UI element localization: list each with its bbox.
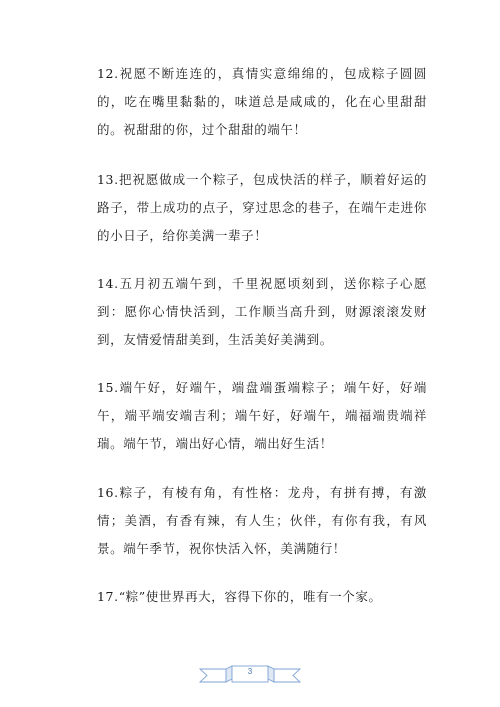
item-text: 五月初五端午到，千里祝愿顷刻到，送你粽子心愿到：愿你心情快活到，工作顺当高升到，财源滚滚发财到，友情爱情甜美到，生活美好美满到。 bbox=[97, 276, 427, 347]
item-text: 粽子，有棱有角，有性格：龙舟，有拼有搏，有激情；美酒，有香有辣，有人生；伙伴，有你有我，有风景。端午季节，祝你快活入怀，美满随行！ bbox=[97, 485, 427, 556]
list-item bbox=[97, 374, 427, 458]
page-footer bbox=[0, 664, 500, 688]
item-number: 13. bbox=[97, 172, 119, 187]
item-number: 14. bbox=[97, 276, 119, 291]
list-item bbox=[97, 479, 427, 563]
list-item bbox=[97, 270, 427, 354]
item-text: 端午好，好端午，端盘端蛋端粽子；端午好，好端午，端平端安端吉利；端午好，好端午，端福端贵端祥瑞。端午节，端出好心情，端出好生活！ bbox=[97, 380, 427, 451]
item-text: 祝愿不断连连的，真情实意绵绵的，包成粽子圆圆的，吃在嘴里黏黏的，味道总是咸咸的，化在心里甜甜的。祝甜甜的你，过个甜甜的端午！ bbox=[97, 66, 427, 137]
item-number: 15. bbox=[97, 380, 119, 395]
item-text: “粽”使世界再大，容得下你的，唯有一个家。 bbox=[118, 589, 382, 604]
page-number: 3 bbox=[247, 667, 253, 676]
item-number: 17. bbox=[97, 589, 119, 604]
list-item bbox=[97, 583, 427, 611]
item-number: 12. bbox=[97, 66, 119, 81]
list-item bbox=[97, 166, 427, 250]
item-number: 16. bbox=[97, 485, 119, 500]
list-item bbox=[97, 60, 427, 144]
item-text: 把祝愿做成一个粽子，包成快活的样子，顺着好运的路子，带上成功的点子，穿过思念的巷子，在端午走进你的小日子，给你美满一辈子！ bbox=[97, 172, 427, 243]
